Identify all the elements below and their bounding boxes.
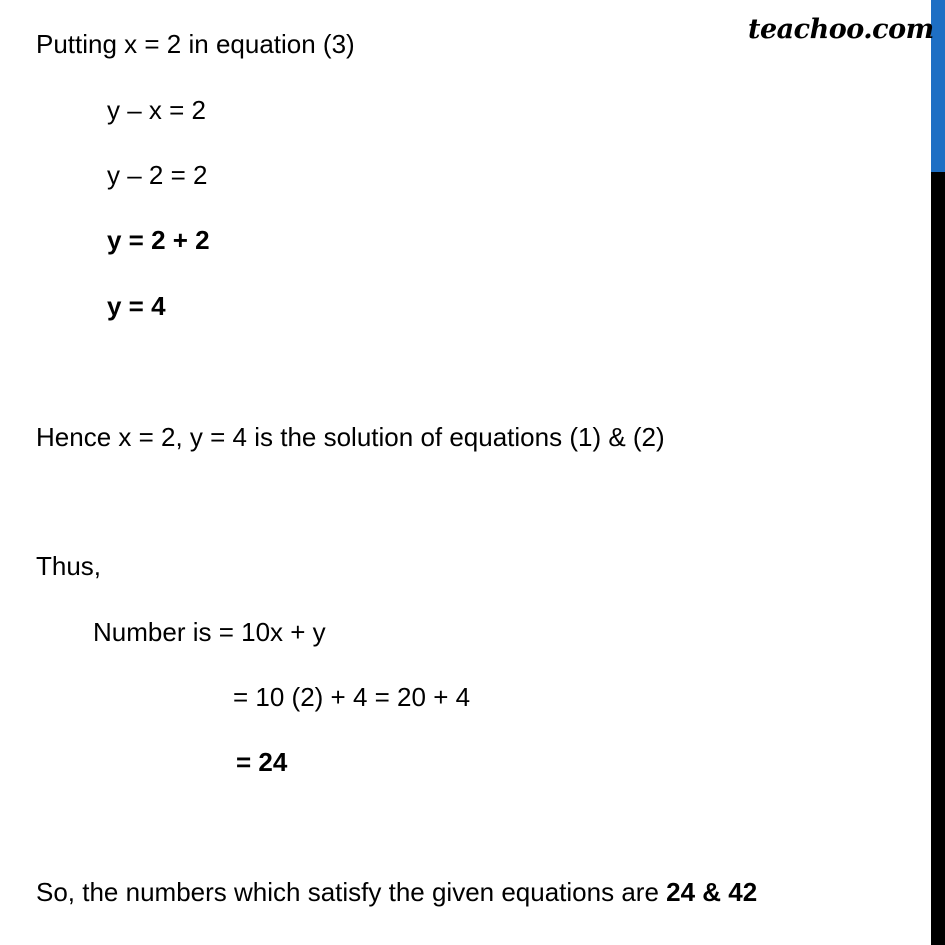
calculation-line: = 10 (2) + 4 = 20 + 4: [233, 682, 471, 712]
intro-line: Putting x = 2 in equation (3): [36, 29, 355, 59]
right-edge-bar: [931, 0, 945, 945]
conclusion-text: So, the numbers which satisfy the given equations are: [36, 877, 667, 907]
result-line: = 24: [236, 747, 288, 777]
step-line-2: y – 2 = 2: [107, 160, 208, 190]
step-line-3: y = 2 + 2: [107, 225, 210, 255]
teachoo-logo: teachoo.com: [748, 14, 934, 45]
step-line-1: y – x = 2: [107, 95, 206, 125]
conclusion-line: [36, 877, 757, 907]
step-line-4: y = 4: [107, 291, 166, 321]
number-is-line: Number is = 10x + y: [93, 617, 326, 647]
thus-line: Thus,: [36, 551, 102, 581]
conclusion-answer: 24 & 42: [666, 877, 758, 907]
hence-line: Hence x = 2, y = 4 is the solution of equations (1) & (2): [36, 422, 665, 452]
